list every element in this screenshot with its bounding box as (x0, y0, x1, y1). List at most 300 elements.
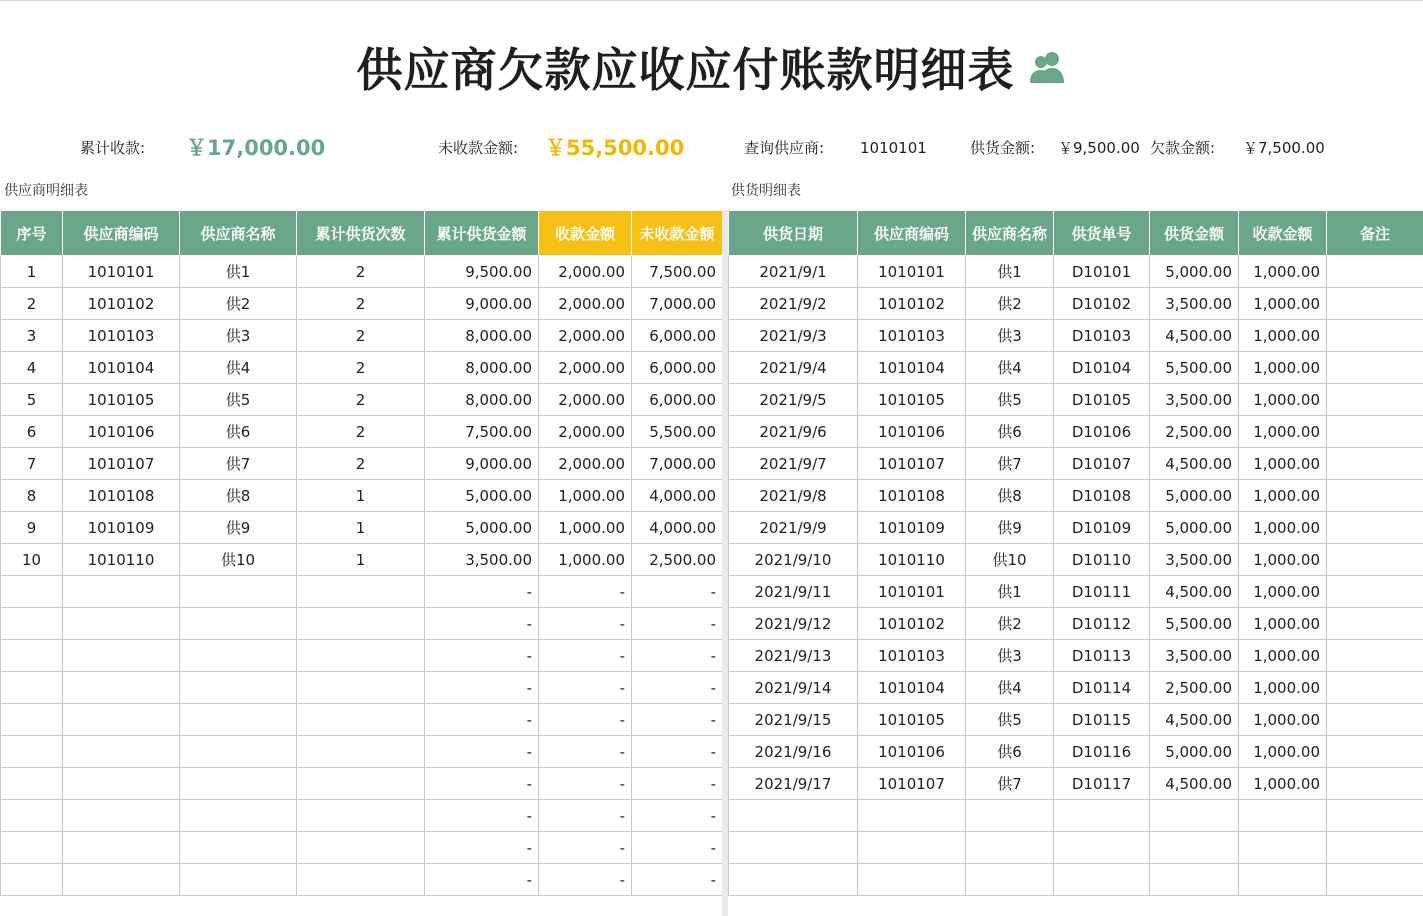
query-supplier-input[interactable]: 1010101 (860, 139, 927, 157)
table-cell[interactable]: 1,000.00 (1239, 384, 1327, 416)
table-cell[interactable]: 1010105 (858, 384, 966, 416)
query-label: 查询供应商: (744, 139, 825, 157)
table-cell[interactable]: 1010102 (858, 608, 966, 640)
table-cell[interactable]: - (539, 704, 632, 736)
table-row (729, 480, 1423, 512)
table-cell[interactable]: 供5 (966, 384, 1054, 416)
table-cell[interactable]: D10114 (1054, 672, 1150, 704)
table-cell[interactable]: 供1 (180, 256, 297, 288)
table-cell[interactable]: 1010105 (63, 384, 180, 416)
table-cell[interactable]: 2,500.00 (632, 544, 723, 576)
table-cell[interactable]: - (425, 576, 539, 608)
table-cell[interactable] (297, 576, 425, 608)
table-cell[interactable]: 3,500.00 (1150, 288, 1239, 320)
table-cell[interactable] (180, 672, 297, 704)
table-cell[interactable]: 1010103 (858, 320, 966, 352)
table-cell[interactable] (180, 736, 297, 768)
table-cell[interactable]: 1,000.00 (1239, 736, 1327, 768)
table-cell[interactable]: 1010104 (858, 672, 966, 704)
table-cell[interactable]: 8,000.00 (425, 320, 539, 352)
table-cell[interactable] (63, 864, 180, 896)
table-cell[interactable]: 4,000.00 (632, 480, 723, 512)
table-cell[interactable]: D10115 (1054, 704, 1150, 736)
table-cell[interactable]: 3,500.00 (1150, 544, 1239, 576)
table-cell[interactable]: - (632, 832, 723, 864)
table-header-row (729, 211, 1423, 256)
table-cell[interactable]: 1010108 (858, 480, 966, 512)
table-cell[interactable] (297, 800, 425, 832)
table-cell[interactable] (180, 704, 297, 736)
table-cell[interactable]: D10107 (1054, 448, 1150, 480)
table-cell[interactable] (1327, 608, 1423, 640)
table-cell[interactable]: - (425, 864, 539, 896)
table-cell[interactable]: 4,500.00 (1150, 704, 1239, 736)
table-cell[interactable] (729, 800, 858, 832)
table-cell[interactable] (297, 832, 425, 864)
table-cell[interactable]: 供10 (966, 544, 1054, 576)
table-cell[interactable]: 2021/9/12 (729, 608, 858, 640)
table-cell[interactable]: D10116 (1054, 736, 1150, 768)
table-cell[interactable] (1327, 576, 1423, 608)
table-row (729, 544, 1423, 576)
table-cell[interactable] (1327, 864, 1423, 896)
table-cell[interactable]: 2021/9/9 (729, 512, 858, 544)
table-cell[interactable]: 2 (297, 416, 425, 448)
table-cell[interactable]: D10104 (1054, 352, 1150, 384)
table-cell[interactable] (1327, 288, 1423, 320)
table-cell[interactable] (63, 768, 180, 800)
table-cell[interactable] (1, 864, 63, 896)
table-cell[interactable]: 1 (297, 512, 425, 544)
table-cell[interactable] (180, 640, 297, 672)
table-cell[interactable]: D10111 (1054, 576, 1150, 608)
table-cell[interactable]: 供4 (180, 352, 297, 384)
table-cell[interactable] (180, 768, 297, 800)
table-cell[interactable]: 4,500.00 (1150, 576, 1239, 608)
table-cell[interactable] (297, 768, 425, 800)
table-cell[interactable]: 1,000.00 (539, 544, 632, 576)
table-cell[interactable]: 1010107 (858, 448, 966, 480)
table-cell[interactable]: 1010101 (858, 576, 966, 608)
table-cell[interactable]: 5,000.00 (1150, 480, 1239, 512)
col-header-supplier-name: 供应商名称 (180, 211, 297, 256)
table-cell[interactable]: 2,000.00 (539, 288, 632, 320)
table-cell[interactable] (1239, 800, 1327, 832)
table-cell[interactable]: 1,000.00 (1239, 512, 1327, 544)
table-cell[interactable] (1054, 832, 1150, 864)
table-cell[interactable] (1327, 320, 1423, 352)
table-cell[interactable]: D10117 (1054, 768, 1150, 800)
table-cell[interactable] (63, 576, 180, 608)
table-cell[interactable]: D10103 (1054, 320, 1150, 352)
table-cell[interactable] (297, 736, 425, 768)
table-cell[interactable] (1327, 672, 1423, 704)
table-cell[interactable]: - (425, 608, 539, 640)
table-cell[interactable]: 5,000.00 (1150, 256, 1239, 288)
table-cell[interactable] (1239, 832, 1327, 864)
table-cell[interactable]: 2,000.00 (539, 448, 632, 480)
table-cell[interactable] (63, 704, 180, 736)
table-cell[interactable]: 6,000.00 (632, 352, 723, 384)
table-cell[interactable] (729, 864, 858, 896)
table-cell[interactable] (729, 832, 858, 864)
table-cell[interactable]: 2,500.00 (1150, 672, 1239, 704)
table-cell[interactable]: 供9 (966, 512, 1054, 544)
table-cell[interactable] (1327, 832, 1423, 864)
table-row (729, 448, 1423, 480)
table-cell[interactable]: 8 (1, 480, 63, 512)
table-cell[interactable]: - (539, 832, 632, 864)
table-cell[interactable] (1150, 800, 1239, 832)
table-cell[interactable] (1, 608, 63, 640)
table-cell[interactable] (1327, 544, 1423, 576)
table-cell[interactable]: 1010106 (63, 416, 180, 448)
table-cell[interactable]: 2 (297, 352, 425, 384)
table-cell[interactable]: 1,000.00 (1239, 256, 1327, 288)
table-cell[interactable]: 4,500.00 (1150, 768, 1239, 800)
table-cell[interactable] (1327, 640, 1423, 672)
table-cell[interactable]: 1,000.00 (1239, 448, 1327, 480)
table-cell[interactable]: 5,500.00 (1150, 608, 1239, 640)
table-cell[interactable]: - (425, 672, 539, 704)
table-cell[interactable]: 1010103 (858, 640, 966, 672)
debt-amount-label: 欠款金额: (1150, 139, 1216, 157)
table-cell[interactable]: 2021/9/3 (729, 320, 858, 352)
table-cell[interactable]: 6,000.00 (632, 320, 723, 352)
table-cell[interactable]: - (632, 640, 723, 672)
table-cell[interactable]: 1010101 (858, 256, 966, 288)
table-cell[interactable]: 1,000.00 (1239, 544, 1327, 576)
table-cell[interactable]: D10102 (1054, 288, 1150, 320)
table-cell[interactable]: 供4 (966, 352, 1054, 384)
table-cell[interactable]: - (425, 832, 539, 864)
table-cell[interactable] (1, 800, 63, 832)
table-cell[interactable]: 1010110 (858, 544, 966, 576)
table-cell[interactable]: 2,000.00 (539, 256, 632, 288)
table-cell[interactable]: 1010106 (858, 416, 966, 448)
table-cell[interactable] (1327, 768, 1423, 800)
table-cell[interactable] (966, 864, 1054, 896)
table-cell[interactable] (858, 832, 966, 864)
table-cell[interactable]: 1,000.00 (1239, 640, 1327, 672)
table-cell[interactable] (1327, 704, 1423, 736)
table-cell[interactable]: 供10 (180, 544, 297, 576)
table-cell[interactable]: - (632, 608, 723, 640)
page-title: 供应商欠款应收应付账款明细表 (356, 43, 1015, 97)
table-cell[interactable]: - (539, 800, 632, 832)
table-cell[interactable]: 供6 (966, 416, 1054, 448)
table-cell[interactable]: 2,000.00 (539, 320, 632, 352)
table-cell[interactable]: D10113 (1054, 640, 1150, 672)
table-cell[interactable]: 2 (1, 288, 63, 320)
table-cell[interactable] (1, 736, 63, 768)
table-cell[interactable] (1, 672, 63, 704)
table-row (729, 672, 1423, 704)
summary-bar (0, 130, 1423, 166)
table-cell[interactable]: 7,000.00 (632, 448, 723, 480)
table-cell[interactable] (1327, 384, 1423, 416)
table-cell[interactable]: - (632, 576, 723, 608)
table-cell[interactable]: 2,500.00 (1150, 416, 1239, 448)
table-cell[interactable] (297, 640, 425, 672)
table-cell[interactable]: 9,500.00 (425, 256, 539, 288)
table-cell[interactable]: 供2 (966, 288, 1054, 320)
table-cell[interactable]: 供5 (966, 704, 1054, 736)
table-cell[interactable]: 2021/9/4 (729, 352, 858, 384)
table-cell[interactable]: 2021/9/2 (729, 288, 858, 320)
table-cell[interactable] (1150, 832, 1239, 864)
table-cell[interactable]: 8,000.00 (425, 352, 539, 384)
table-cell[interactable] (966, 800, 1054, 832)
table-cell[interactable]: 9 (1, 512, 63, 544)
table-cell[interactable]: 供5 (180, 384, 297, 416)
table-cell[interactable] (1, 704, 63, 736)
table-cell[interactable] (1327, 448, 1423, 480)
table-cell[interactable]: 2021/9/8 (729, 480, 858, 512)
table-cell[interactable]: 7 (1, 448, 63, 480)
table-cell[interactable]: 9,000.00 (425, 288, 539, 320)
table-cell[interactable]: 2,000.00 (539, 352, 632, 384)
table-cell[interactable] (180, 576, 297, 608)
table-cell[interactable] (1327, 512, 1423, 544)
table-cell[interactable]: 供7 (180, 448, 297, 480)
table-cell[interactable]: 供2 (966, 608, 1054, 640)
col-header-order-no: 供货单号 (1054, 211, 1150, 256)
table-row (729, 864, 1423, 896)
table-cell[interactable]: - (632, 736, 723, 768)
table-cell[interactable]: 1 (297, 544, 425, 576)
table-cell[interactable]: 1010104 (63, 352, 180, 384)
table-cell[interactable]: 5,500.00 (1150, 352, 1239, 384)
table-cell[interactable] (1327, 416, 1423, 448)
table-cell[interactable] (1150, 864, 1239, 896)
table-cell[interactable] (297, 864, 425, 896)
table-cell[interactable]: 2021/9/15 (729, 704, 858, 736)
table-cell[interactable]: 1,000.00 (1239, 608, 1327, 640)
table-cell[interactable]: 5,000.00 (1150, 512, 1239, 544)
table-cell[interactable]: 2 (297, 384, 425, 416)
table-cell[interactable]: - (539, 864, 632, 896)
table-cell[interactable] (1, 576, 63, 608)
table-cell[interactable]: - (425, 768, 539, 800)
table-cell[interactable]: D10112 (1054, 608, 1150, 640)
table-cell[interactable]: 5,000.00 (1150, 736, 1239, 768)
table-cell[interactable]: 供1 (966, 576, 1054, 608)
table-cell[interactable]: 供3 (966, 640, 1054, 672)
table-cell[interactable]: 2021/9/1 (729, 256, 858, 288)
table-cell[interactable] (1, 640, 63, 672)
table-cell[interactable]: 供6 (966, 736, 1054, 768)
table-cell[interactable]: - (632, 800, 723, 832)
table-cell[interactable]: 1010102 (63, 288, 180, 320)
table-cell[interactable] (297, 672, 425, 704)
table-cell[interactable]: D10105 (1054, 384, 1150, 416)
table-cell[interactable]: - (632, 864, 723, 896)
table-cell[interactable] (63, 672, 180, 704)
table-cell[interactable]: - (632, 672, 723, 704)
table-cell[interactable]: 3 (1, 320, 63, 352)
table-cell[interactable] (297, 704, 425, 736)
table-row (729, 832, 1423, 864)
table-cell[interactable]: 1,000.00 (539, 480, 632, 512)
table-cell[interactable] (180, 864, 297, 896)
table-cell[interactable]: 9,000.00 (425, 448, 539, 480)
table-cell[interactable]: 10 (1, 544, 63, 576)
table-cell[interactable] (63, 608, 180, 640)
table-cell[interactable]: D10109 (1054, 512, 1150, 544)
table-cell[interactable]: 3,500.00 (425, 544, 539, 576)
table-cell[interactable] (1327, 352, 1423, 384)
table-cell[interactable]: 7,000.00 (632, 288, 723, 320)
table-cell[interactable] (858, 864, 966, 896)
table-cell[interactable]: 供7 (966, 768, 1054, 800)
table-row (729, 512, 1423, 544)
table-cell[interactable]: 1,000.00 (1239, 288, 1327, 320)
table-cell[interactable]: 1 (297, 480, 425, 512)
table-cell[interactable]: 2021/9/11 (729, 576, 858, 608)
table-cell[interactable] (1054, 864, 1150, 896)
table-cell[interactable]: 1,000.00 (1239, 576, 1327, 608)
table-cell[interactable]: 2 (297, 320, 425, 352)
table-cell[interactable]: 2021/9/14 (729, 672, 858, 704)
table-cell[interactable]: 1010102 (858, 288, 966, 320)
table-cell[interactable]: 2 (297, 288, 425, 320)
table-cell[interactable]: 6,000.00 (632, 384, 723, 416)
table-cell[interactable]: 供2 (180, 288, 297, 320)
table-cell[interactable]: 供6 (180, 416, 297, 448)
table-cell[interactable] (1327, 736, 1423, 768)
table-cell[interactable]: 1,000.00 (539, 512, 632, 544)
table-cell[interactable]: 2021/9/10 (729, 544, 858, 576)
table-cell[interactable]: 2 (297, 448, 425, 480)
table-cell[interactable] (966, 832, 1054, 864)
table-cell[interactable]: - (425, 800, 539, 832)
table-cell[interactable]: - (539, 608, 632, 640)
table-cell[interactable]: 1,000.00 (1239, 320, 1327, 352)
table-cell[interactable]: 供8 (180, 480, 297, 512)
table-cell[interactable]: 2 (297, 256, 425, 288)
table-cell[interactable]: 1,000.00 (1239, 416, 1327, 448)
table-cell[interactable]: 1010103 (63, 320, 180, 352)
table-cell[interactable]: 5,000.00 (425, 480, 539, 512)
table-cell[interactable]: 2021/9/5 (729, 384, 858, 416)
table-cell[interactable]: - (632, 704, 723, 736)
table-cell[interactable]: 1010106 (858, 736, 966, 768)
table-row (1, 320, 723, 352)
table-cell[interactable]: 供1 (966, 256, 1054, 288)
table-cell[interactable]: 4 (1, 352, 63, 384)
table-cell[interactable]: 6 (1, 416, 63, 448)
table-row (1, 512, 723, 544)
table-cell[interactable] (63, 736, 180, 768)
table-cell[interactable] (858, 800, 966, 832)
table-cell[interactable]: 1010110 (63, 544, 180, 576)
table-cell[interactable]: 供8 (966, 480, 1054, 512)
table-cell[interactable] (63, 832, 180, 864)
table-cell[interactable]: - (539, 576, 632, 608)
table-cell[interactable]: D10106 (1054, 416, 1150, 448)
table-cell[interactable]: 8,000.00 (425, 384, 539, 416)
table-cell[interactable]: 5,000.00 (425, 512, 539, 544)
col-header-remarks: 备注 (1327, 211, 1423, 256)
table-cell[interactable]: 2021/9/13 (729, 640, 858, 672)
table-cell[interactable]: 1010109 (63, 512, 180, 544)
table-cell[interactable]: 1,000.00 (1239, 480, 1327, 512)
table-cell[interactable]: 1,000.00 (1239, 768, 1327, 800)
table-cell[interactable]: - (425, 704, 539, 736)
table-row (1, 864, 723, 896)
table-cell[interactable]: 1,000.00 (1239, 352, 1327, 384)
table-cell[interactable]: D10108 (1054, 480, 1150, 512)
table-cell[interactable]: 供4 (966, 672, 1054, 704)
table-cell[interactable]: 1,000.00 (1239, 704, 1327, 736)
table-cell[interactable]: 2021/9/16 (729, 736, 858, 768)
table-cell[interactable] (1, 768, 63, 800)
table-cell[interactable] (1054, 800, 1150, 832)
table-cell[interactable]: 3,500.00 (1150, 384, 1239, 416)
table-cell[interactable]: - (425, 640, 539, 672)
table-cell[interactable]: 供3 (180, 320, 297, 352)
table-cell[interactable]: 1010105 (858, 704, 966, 736)
table-cell[interactable] (180, 800, 297, 832)
table-cell[interactable]: 1010109 (858, 512, 966, 544)
table-cell[interactable]: 1010107 (63, 448, 180, 480)
table-cell[interactable]: 2,000.00 (539, 416, 632, 448)
table-cell[interactable] (180, 832, 297, 864)
table-cell[interactable] (63, 640, 180, 672)
table-cell[interactable]: 1010108 (63, 480, 180, 512)
table-cell[interactable]: 2021/9/6 (729, 416, 858, 448)
table-cell[interactable]: - (539, 768, 632, 800)
table-cell[interactable] (1327, 480, 1423, 512)
table-cell[interactable] (297, 608, 425, 640)
table-cell[interactable]: 1 (1, 256, 63, 288)
table-cell[interactable] (63, 800, 180, 832)
table-cell[interactable]: - (539, 640, 632, 672)
table-cell[interactable]: 3,500.00 (1150, 640, 1239, 672)
table-cell[interactable]: 1010107 (858, 768, 966, 800)
table-cell[interactable] (180, 608, 297, 640)
table-cell[interactable]: 4,500.00 (1150, 320, 1239, 352)
table-cell[interactable]: 供7 (966, 448, 1054, 480)
table-cell[interactable]: 4,500.00 (1150, 448, 1239, 480)
table-cell[interactable] (1327, 256, 1423, 288)
table-cell[interactable] (1327, 800, 1423, 832)
table-cell[interactable]: 1010101 (63, 256, 180, 288)
table-cell[interactable]: 供3 (966, 320, 1054, 352)
table-cell[interactable]: D10101 (1054, 256, 1150, 288)
table-cell[interactable]: 2021/9/17 (729, 768, 858, 800)
table-cell[interactable]: 5,500.00 (632, 416, 723, 448)
table-cell[interactable]: 5 (1, 384, 63, 416)
table-cell[interactable] (1239, 864, 1327, 896)
table-cell[interactable] (1, 832, 63, 864)
table-cell[interactable]: 2021/9/7 (729, 448, 858, 480)
table-cell[interactable]: 4,000.00 (632, 512, 723, 544)
table-cell[interactable]: - (425, 736, 539, 768)
table-cell[interactable]: 7,500.00 (425, 416, 539, 448)
table-cell[interactable]: 供9 (180, 512, 297, 544)
table-cell[interactable]: 1,000.00 (1239, 672, 1327, 704)
table-cell[interactable]: 2,000.00 (539, 384, 632, 416)
table-cell[interactable]: 1010104 (858, 352, 966, 384)
table-cell[interactable]: D10110 (1054, 544, 1150, 576)
table-cell[interactable]: - (539, 736, 632, 768)
table-cell[interactable]: - (539, 672, 632, 704)
col-header-supply-total: 累计供货金额 (425, 211, 539, 256)
table-cell[interactable]: - (632, 768, 723, 800)
table-cell[interactable]: 7,500.00 (632, 256, 723, 288)
